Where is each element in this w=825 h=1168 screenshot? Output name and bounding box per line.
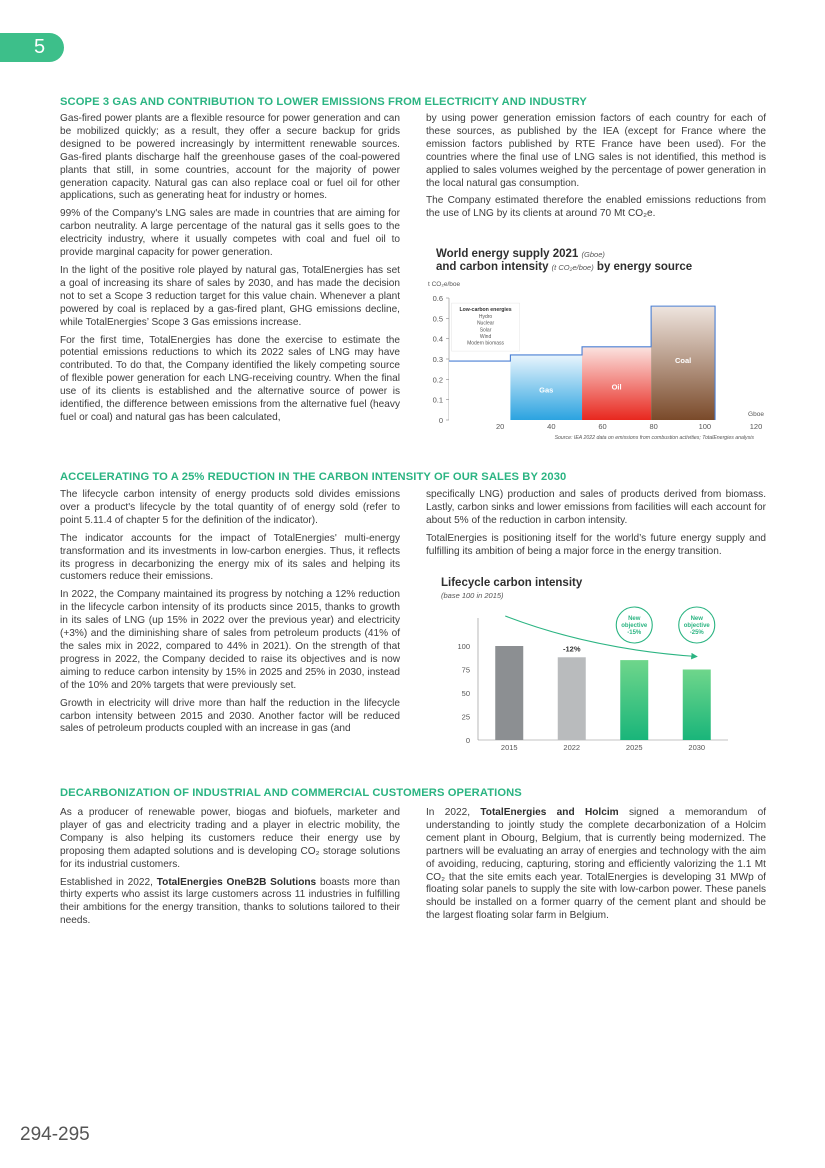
paragraph: Gas-fired power plants are a flexible resource for power generation and can be mobilized quickly; as a result, they offer a secure backup for grids designed to be powered increasingly by intermittent renewable sources. Gas-fired plants discharge half the greenhouse gases of the coal-powered plants that still, in some countries, account for the majority of power generation capacity. Natural gas can also replace coal or fuel oil for other applications, such as generating heat for industry or homes. [60,113,400,202]
partner-names: TotalEnergies and Holcim [480,807,619,818]
company-name: TotalEnergies OneB2B Solutions [156,876,317,888]
section3-left-column [60,807,400,933]
objective-bubble-pct: -25% [689,630,704,636]
chart2-y-tick-label: 25 [461,712,470,722]
paragraph: In 2022, TotalEnergies and Holcim signed a memorandum of understanding to jointly study the complete decarbonization of a Holcim cement plant in Obourg, Belgium, that is currently being modernized. The partners will be evaluating an array of energies and technology with the aim of avoiding, reducing, capturing, storing and efficiently valorizing the 1.1 Mt CO₂ that the site emits each year. TotalEnergies is developing 31 MWp of floating solar panels to supply the site with low-carbon power. These panels should be installed on a former quarry of the cement plant and should be the largest floating solar farm in Belgium. [426,807,767,922]
section1-heading: SCOPE 3 GAS AND CONTRIBUTION TO LOWER EMISSIONS FROM ELECTRICITY AND INDUSTRY [60,96,587,108]
chart1-y-unit: t CO₂e/boe [428,281,461,288]
page-numbers: 294-295 [20,1124,90,1145]
paragraph: In 2022, the Company maintained its progress by notching a 12% reduction in the lifecycle carbon intensity of its products since 2015, thanks to growth in its sales of LNG (up 15% in 2022 over the previous year) and electricity (+3%) and the diminishing share of sales from petroleum products (41% of the sales mix in 2022, compared to 44% in 2021). On the strength of that progress in 2022, the Company decided to raise its objectives and is now aiming to reduce carbon intensity by 15% in 2025 and 25% in 2030, instead of the 10% and 20% targets that were previously set. [60,589,400,691]
section3-right-column [426,807,766,928]
chart2-x-tick-label: 2025 [625,743,643,752]
low-carbon-legend-item: Nuclear [476,320,495,327]
trend-arrow [505,616,697,657]
paragraph: Established in 2022, TotalEnergies OneB2B Solutions boasts more than thirty experts who assist its large customers across 11 industries in fulfilling their ambitions for the energy transition, thanks to solutions tailored to their needs. [60,876,400,927]
section3-heading: DECARBONIZATION OF INDUSTRIAL AND COMMERCIAL CUSTOMERS OPERATIONS [60,787,522,799]
chart1-source: Source: IEA 2022 data on emissions from combustion activities; TotalEnergies analysis [554,435,754,441]
paragraph: TotalEnergies is positioning itself for the world’s future energy supply and fulfilling its ambition of being a major force in the energy transition. [426,532,766,557]
chart2-x-tick-label: 2015 [500,743,518,752]
chart1-y-tick-label: 0.3 [432,355,443,364]
objective-bubble-word: New [628,616,641,622]
energy-supply-chart [420,274,770,450]
paragraph: specifically LNG) production and sales of products derived from biomass. Lastly, carbon sinks and lower emissions from facilities will each account for about 5% of the reduction in carbon intensity. [426,489,766,526]
chart2-x-tick-label: 2022 [563,743,581,752]
bar-label-coal: Coal [674,356,692,366]
objective-bubble-word: objective [683,623,710,629]
bar-2022 [558,657,586,740]
chart1-x-unit: Gboe [748,410,764,418]
chart1-x-tick-label: 40 [547,422,556,431]
paragraph: As a producer of renewable power, biogas and biofuels, marketer and player of gas and electricity trading and a player in electric mobility, the Company is also helping its customers reduce their energy use by proposing them adapted solutions and is developing CO₂ storage solutions for its industrial customers. [60,807,400,870]
paragraph: The indicator accounts for the impact of TotalEnergies' multi-energy transformation and its investments in low-carbon energies. Thus, it reflects its progress in decarbonizing the energy mix of its sales and helping its customers reduce their emissions. [60,532,400,583]
chart1-y-tick-label: 0.4 [432,334,443,344]
low-carbon-legend-item: Hydro [478,314,493,321]
reduction-label-2022: -12% [562,644,581,654]
section-number-tab [0,33,64,62]
section2-left-column [60,489,400,741]
objective-bubble-pct: -15% [627,630,642,636]
chart1-y-tick-label: 0 [438,416,443,425]
chart2-subtitle: (base 100 in 2015) [441,591,504,600]
chart1-y-tick-label: 0.5 [432,314,443,324]
paragraph: by using power generation emission factors of each country for each of these sources, as published by the IEA (except for France where the emission factors published by RTE France have been used). For the countries where the final use of LNG sales is not identified, this method is applied to sales volumes weighed by the percentage of power generation in the local natural gas consumption. [426,113,766,189]
chart1-y-tick-label: 0.6 [432,294,443,303]
section1-left-column [60,113,400,430]
objective-bubble-word: objective [621,623,648,629]
chart2-y-tick-label: 75 [461,665,470,675]
section1-right-column [426,113,766,226]
bar-label-gas: Gas [539,385,554,395]
lifecycle-intensity-chart [436,602,736,754]
bar-2015 [495,646,523,740]
chart2-x-tick-label: 2030 [688,743,706,752]
chart1-x-tick-label: 120 [749,422,763,431]
low-carbon-legend-item: Wind [479,333,492,340]
chart1-x-tick-label: 60 [598,422,607,431]
chart1-x-tick-label: 100 [698,422,712,431]
chart2-y-tick-label: 0 [465,736,470,745]
bar-2025 [620,660,648,740]
low-carbon-legend-title: Low-carbon energies [459,307,512,314]
paragraph: The Company estimated therefore the enabled emissions reductions from the use of LNG by its clients at around 70 Mt CO₂e. [426,195,766,220]
chart2-title: Lifecycle carbon intensity [441,577,583,589]
chart1-title-line2: and carbon intensity (t CO₂e/boe) by energy source [436,261,693,273]
chart1-x-tick-label: 80 [649,422,658,431]
section-number: 5 [34,36,46,58]
chart1-x-tick-label: 20 [495,422,505,431]
low-carbon-legend-item: Solar [479,327,492,334]
section2-heading: ACCELERATING TO A 25% REDUCTION IN THE CARBON INTENSITY OF OUR SALES BY 2030 [60,471,567,483]
paragraph: The lifecycle carbon intensity of energy products sold divides emissions over a product's lifecycle by the total quantity of of energy sold (refer to point 5.11.4 of chapter 5 for the definition of the indicator). [60,489,400,526]
low-carbon-legend-item: Modern biomass [467,340,505,347]
chart2-y-tick-label: 50 [461,689,470,698]
objective-bubble-word: New [690,616,703,622]
paragraph: In the light of the positive role played by natural gas, TotalEnergies has set a goal of increasing its share of sales by 2030, and has made the decision not to set a Scope 3 reduction target for this value chain. Whenever a plant powered by coal is replaced by a gas-fired plant, GHG emissions decline, while TotalEnergies’ Scope 3 Gas emissions increase. [60,264,400,328]
chart2-y-tick-label: 100 [457,642,470,651]
section2-right-column [426,489,766,564]
bar-low-carbon [449,361,510,420]
chart1-y-tick-label: 0.2 [432,375,443,385]
bar-label-oil: Oil [611,382,622,392]
bar-2030 [683,670,711,741]
chart1-title-line1: World energy supply 2021 (Gboe) [436,248,605,260]
paragraph: Growth in electricity will drive more than half the reduction in the lifecycle carbon intensity between 2015 and 2030. Another factor will be reduced sales of petroleum products coupled with an increase in gas (and [60,697,400,735]
paragraph: For the first time, TotalEnergies has done the exercise to estimate the potential emissions reductions to which its 2022 sales of LNG may have contributed. To do that, the Company identified the likely competing source of flexible power generation for each LNG-receiving country. When the final use of its clients is established and the alternative source of power is identified, the difference between emissions from the alternative fuel (heavy fuel or coal) and natural gas has been calculated, [60,334,400,423]
chart1-y-tick-label: 0.1 [432,395,443,405]
paragraph: 99% of the Company's LNG sales are made in countries that are aiming for carbon neutrality. A large percentage of the natural gas it sells goes to the electricity industry, where it usually competes with coal and fuel oil to provide marginal capacity for power generation. [60,208,400,259]
